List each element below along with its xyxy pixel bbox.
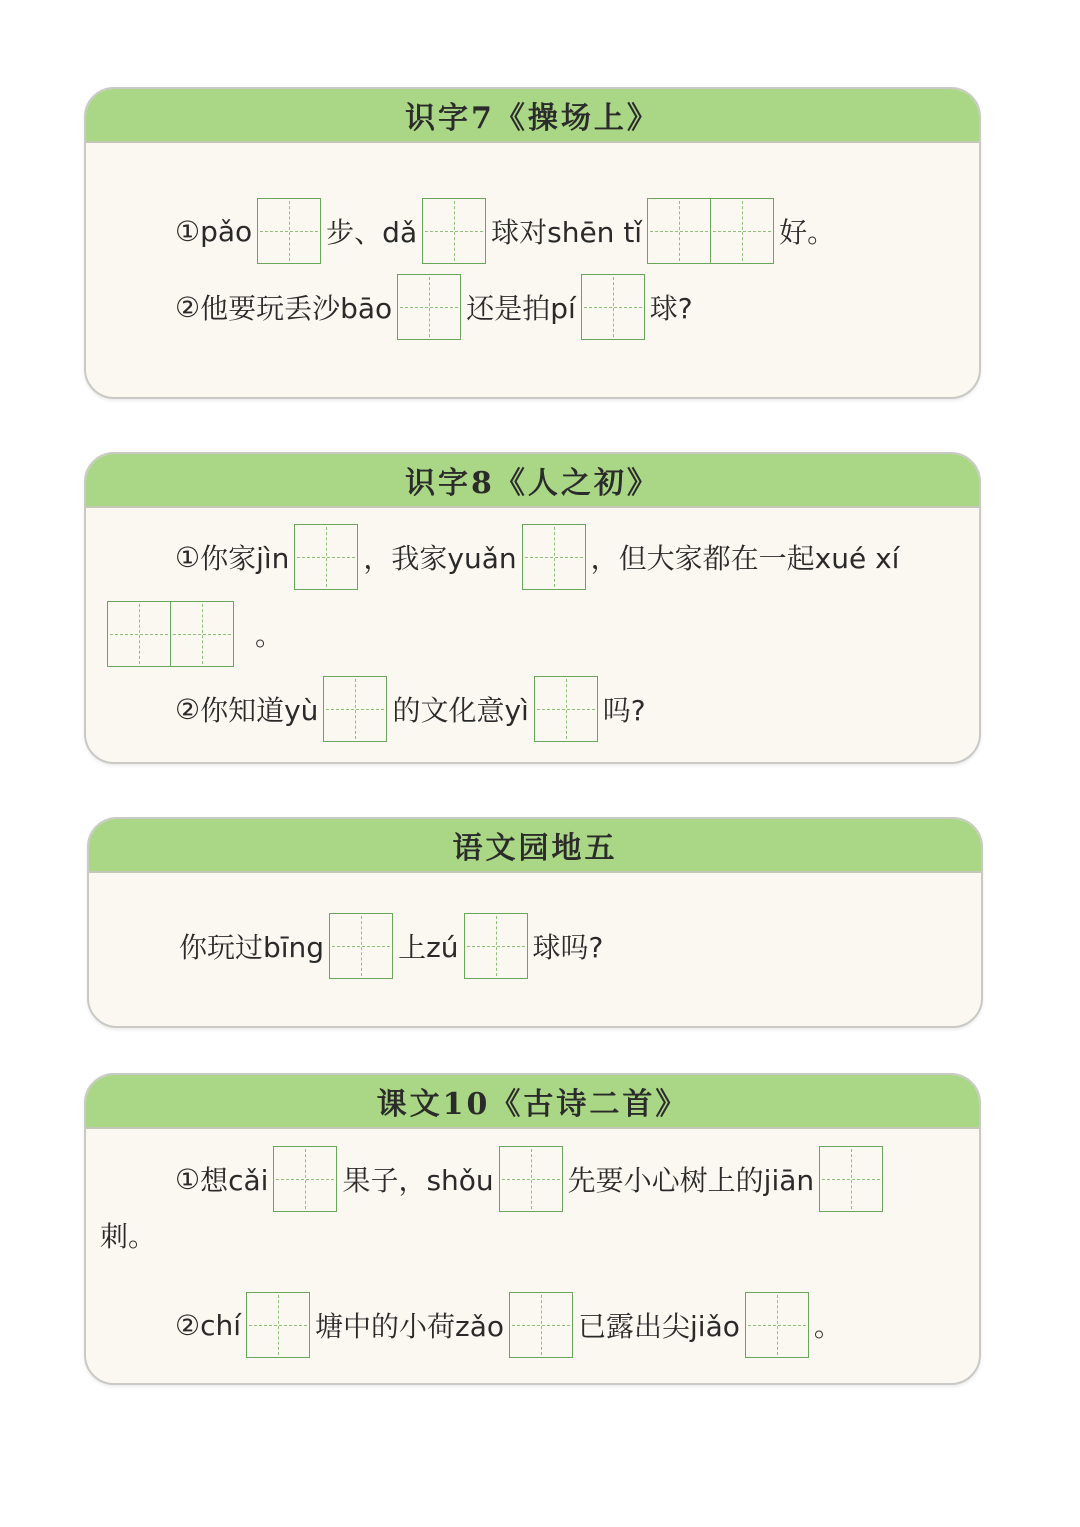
question-line xyxy=(175,1290,842,1360)
answer-box[interactable] xyxy=(464,913,528,979)
question-line xyxy=(175,522,899,592)
answer-box[interactable] xyxy=(581,274,645,340)
answer-box[interactable] xyxy=(499,1146,563,1212)
card-title: 课文10《古诗二首》 xyxy=(86,1075,979,1129)
question-text: 先要小心树上的jiān xyxy=(567,1164,815,1197)
question-number: ② xyxy=(175,290,201,324)
question-number: ① xyxy=(175,1162,201,1196)
question-number: ② xyxy=(175,1308,201,1342)
card-title: 识字8《人之初》 xyxy=(86,454,979,508)
answer-box[interactable] xyxy=(257,198,321,264)
question-text: 好。 xyxy=(779,216,836,249)
exercise-card-2 xyxy=(84,452,981,764)
question-line xyxy=(102,599,283,669)
answer-box[interactable] xyxy=(534,676,598,742)
question-text: ，但大家都在一起xué xí xyxy=(590,542,900,575)
answer-box[interactable] xyxy=(323,676,387,742)
question-line xyxy=(179,911,603,981)
answer-box[interactable] xyxy=(397,274,461,340)
card-title: 识字7《操场上》 xyxy=(86,89,979,143)
question-text: 果子，shǒu xyxy=(342,1164,494,1197)
answer-box[interactable] xyxy=(745,1292,809,1358)
question-text: 刺。 xyxy=(100,1220,157,1253)
exercise-card-4 xyxy=(84,1073,981,1385)
answer-box[interactable] xyxy=(170,601,234,667)
question-text: 球? xyxy=(649,292,693,325)
question-text: 上zú xyxy=(398,931,459,964)
answer-box[interactable] xyxy=(710,198,774,264)
question-text: 。 xyxy=(813,1310,842,1343)
card-title: 语文园地五 xyxy=(89,819,981,873)
question-text: 还是拍pí xyxy=(466,292,576,325)
answer-box[interactable] xyxy=(647,198,711,264)
answer-box[interactable] xyxy=(522,524,586,590)
answer-box[interactable] xyxy=(819,1146,883,1212)
question-text: 他要玩丢沙bāo xyxy=(200,292,393,325)
question-text: pǎo xyxy=(200,214,253,248)
question-text: 球对shēn tǐ xyxy=(491,216,643,249)
question-text: 已露出尖jiǎo xyxy=(578,1310,740,1343)
question-number: ① xyxy=(175,540,201,574)
question-text: 步、dǎ xyxy=(326,216,418,249)
answer-box[interactable] xyxy=(273,1146,337,1212)
answer-box[interactable] xyxy=(509,1292,573,1358)
question-line xyxy=(175,272,693,342)
exercise-card-3 xyxy=(87,817,983,1028)
question-line xyxy=(175,1144,888,1214)
question-text: ，我家yuǎn xyxy=(363,542,517,575)
question-line xyxy=(175,674,646,744)
exercise-card-1 xyxy=(84,87,981,399)
answer-box[interactable] xyxy=(246,1292,310,1358)
answer-box[interactable] xyxy=(294,524,358,590)
question-text: 塘中的小荷zǎo xyxy=(315,1310,505,1343)
question-line xyxy=(100,1215,156,1255)
answer-box-pair xyxy=(107,601,234,667)
question-text: 。 xyxy=(255,619,284,652)
question-text: 吗? xyxy=(602,694,646,727)
question-text: 你知道yù xyxy=(200,694,319,727)
question-text: 的文化意yì xyxy=(392,694,529,727)
question-text: 想cǎi xyxy=(200,1164,269,1197)
answer-box-pair xyxy=(647,198,774,264)
answer-box[interactable] xyxy=(422,198,486,264)
question-line xyxy=(175,196,835,266)
question-number: ① xyxy=(175,214,201,248)
question-text: 你家jìn xyxy=(200,542,290,575)
answer-box[interactable] xyxy=(329,913,393,979)
question-text: 球吗? xyxy=(532,931,604,964)
answer-box[interactable] xyxy=(107,601,171,667)
question-number: ② xyxy=(175,692,201,726)
question-text: chí xyxy=(200,1308,242,1342)
question-text: 你玩过bīng xyxy=(179,931,325,964)
